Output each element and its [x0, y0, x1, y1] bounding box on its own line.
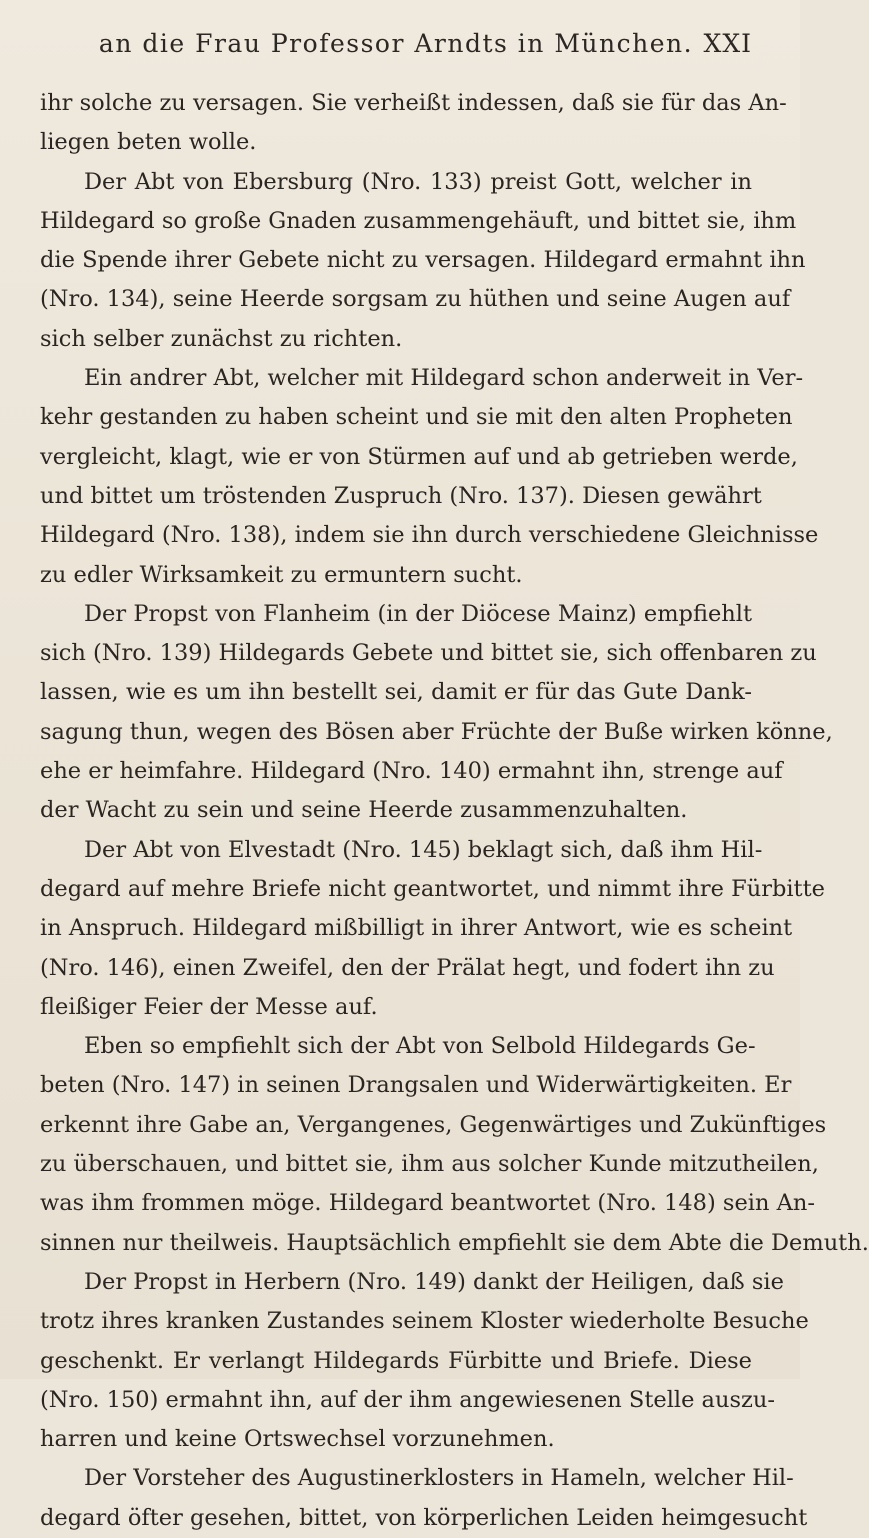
body-text: [40, 84, 869, 1538]
text-line: kehr gestanden zu haben scheint und sie mit den alten Propheten: [40, 404, 793, 431]
text-line: vergleicht, klagt, wie er von Stürmen auf und ab getrieben werde,: [40, 443, 798, 470]
text-line: Der Abt von Elvestadt (Nro. 145) beklagt sich, daß ihm Hil-: [84, 836, 763, 863]
page-number: XXI: [703, 29, 752, 58]
text-line: und bittet um tröstenden Zuspruch (Nro. 137). Diesen gewährt: [40, 482, 762, 509]
text-line: Der Vorsteher des Augustinerklosters in Hameln, welcher Hil-: [84, 1465, 794, 1492]
text-line: Der Propst von Flanheim (in der Diöcese Mainz) empfiehlt: [84, 600, 752, 627]
text-line: fleißiger Feier der Messe auf.: [40, 993, 378, 1020]
text-line: zu edler Wirksamkeit zu ermuntern sucht.: [40, 561, 523, 588]
paragraph: [40, 1027, 869, 1263]
text-line: lassen, wie es um ihn bestellt sei, damit er für das Gute Dank-: [40, 679, 752, 706]
text-line: die Spende ihrer Gebete nicht zu versagen. Hildegard ermahnt ihn: [40, 247, 806, 274]
text-line: was ihm frommen möge. Hildegard beantwortet (Nro. 148) sein An-: [40, 1190, 815, 1217]
text-line: der Wacht zu sein und seine Heerde zusammenzuhalten.: [40, 797, 688, 824]
text-line: ehe er heimfahre. Hildegard (Nro. 140) ermahnt ihn, strenge auf: [40, 758, 783, 785]
text-line: ihr solche zu versagen. Sie verheißt indessen, daß sie für das An-: [40, 90, 787, 116]
text-line: (Nro. 134), seine Heerde sorgsam zu hüthen und seine Augen auf: [40, 286, 791, 313]
text-line: degard öfter gesehen, bittet, von körperlichen Leiden heimgesucht: [40, 1504, 808, 1531]
text-line: geschenkt. Er verlangt Hildegards Fürbitte und Briefe. Diese: [40, 1347, 752, 1374]
text-line: (Nro. 146), einen Zweifel, den der Prälat hegt, und fodert ihn zu: [40, 954, 775, 981]
paragraph: [40, 359, 819, 595]
text-line: sich selber zunächst zu richten.: [40, 325, 403, 352]
text-line: Der Abt von Ebersburg (Nro. 133) preist Gott, welcher in: [84, 168, 752, 195]
paragraph: [40, 1459, 808, 1538]
text-line: beten (Nro. 147) in seinen Drangsalen und Widerwärtigkeiten. Er: [40, 1072, 792, 1099]
paragraph: [40, 1263, 809, 1459]
paragraph: [40, 595, 833, 831]
running-header: [40, 0, 752, 62]
text-line: Ein andrer Abt, welcher mit Hildegard schon anderweit in Ver-: [84, 365, 804, 392]
text-line: sagung thun, wegen des Bösen aber Früchte der Buße wirken könne,: [40, 718, 833, 745]
paragraph: [40, 831, 825, 1027]
text-line: in Anspruch. Hildegard mißbilligt in ihrer Antwort, wie es scheint: [40, 915, 793, 942]
text-line: zu überschauen, und bittet sie, ihm aus solcher Kunde mitzutheilen,: [40, 1151, 819, 1178]
text-line: Der Propst in Herbern (Nro. 149) dankt der Heiligen, daß sie: [84, 1268, 784, 1295]
text-line: Eben so empfiehlt sich der Abt von Selbold Hildegards Ge-: [84, 1033, 756, 1060]
text-line: Hildegard (Nro. 138), indem sie ihn durch verschiedene Gleichnisse: [40, 522, 819, 549]
text-line: liegen beten wolle.: [40, 129, 257, 156]
text-line: Hildegard so große Gnaden zusammengehäuft, und bittet sie, ihm: [40, 207, 797, 234]
text-line: harren und keine Ortswechsel vorzunehmen.: [40, 1426, 555, 1453]
text-line: (Nro. 150) ermahnt ihn, auf der ihm angewiesenen Stelle auszu-: [40, 1386, 775, 1413]
text-line: sinnen nur theilweis. Hauptsächlich empfiehlt sie dem Abte die Demuth.: [40, 1229, 869, 1256]
text-line: erkennt ihre Gabe an, Vergangenes, Gegenwärtiges und Zukünftiges: [40, 1111, 827, 1138]
text-line: degard auf mehre Briefe nicht geantwortet, und nimmt ihre Fürbitte: [40, 875, 825, 902]
text-line: trotz ihres kranken Zustandes seinem Kloster wiederholte Besuche: [40, 1308, 809, 1335]
paragraph: [40, 163, 806, 359]
paragraph: [40, 84, 787, 163]
running-header-title: an die Frau Professor Arndts in München.: [98, 29, 694, 58]
text-line: sich (Nro. 139) Hildegards Gebete und bittet sie, sich offenbaren zu: [40, 640, 817, 667]
